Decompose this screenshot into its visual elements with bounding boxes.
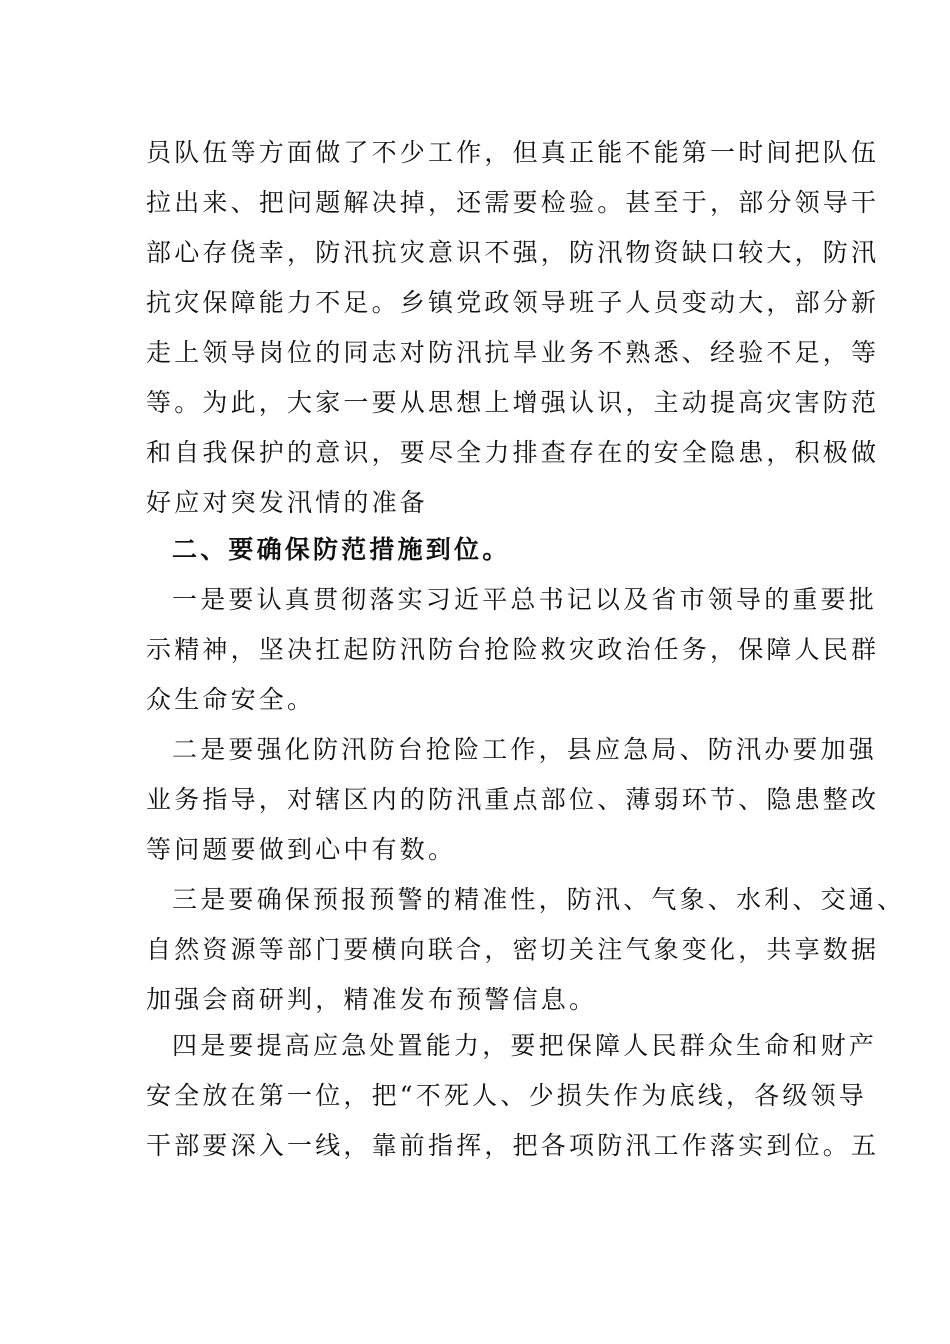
text-line: 好应对突发汛情的准备	[146, 488, 429, 517]
text-line: 安全放在第一位，把“不死人、少损失作为底线，各级领导	[146, 1081, 867, 1110]
heading-line: 二、要确保防范措施到位。	[172, 535, 511, 564]
paragraph-item-4	[146, 1021, 880, 1171]
text-line: 四是要提高应急处置能力，要把保障人民群众生命和财产	[172, 1031, 878, 1060]
text-line: 一是要认真贯彻落实习近平总书记以及省市领导的重要批	[172, 585, 878, 614]
text-line: 部心存侥幸，防汛抗灾意识不强，防汛物资缺口较大，防汛	[146, 238, 880, 267]
paragraph-continuation	[146, 128, 880, 528]
text-line: 自然资源等部门要横向联合，密切关注气象变化，共享数据	[146, 935, 880, 964]
text-line: 干部要深入一线，靠前指挥，把各项防汛工作落实到位。五	[146, 1131, 880, 1160]
text-line: 和自我保护的意识，要尽全力排查存在的安全隐患，积极做	[146, 438, 880, 467]
paragraph-item-2	[146, 725, 880, 875]
text-line: 走上领导岗位的同志对防汛抗旱业务不熟悉、经验不足，等	[146, 338, 880, 367]
paragraph-item-3	[146, 875, 906, 1025]
text-line: 等问题要做到心中有数。	[146, 835, 457, 864]
section-heading	[172, 525, 852, 575]
paragraph-item-1	[146, 575, 880, 725]
text-line: 三是要确保预报预警的精准性，防汛、气象、水利、交通、	[172, 885, 906, 914]
text-line: 众生命安全。	[146, 685, 316, 714]
text-line: 拉出来、把问题解决掉，还需要检验。甚至于，部分领导干	[146, 188, 880, 217]
text-line: 抗灾保障能力不足。乡镇党政领导班子人员变动大，部分新	[146, 288, 880, 317]
text-line: 示精神，坚决扛起防汛防台抢险救灾政治任务，保障人民群	[146, 635, 880, 664]
text-line: 二是要强化防汛防台抢险工作，县应急局、防汛办要加强	[172, 735, 878, 764]
text-line: 加强会商研判，精准发布预警信息。	[146, 985, 598, 1014]
text-line: 业务指导，对辖区内的防汛重点部位、薄弱环节、隐患整改	[146, 785, 880, 814]
text-line: 等。为此，大家一要从思想上增强认识，主动提高灾害防范	[146, 388, 880, 417]
text-line: 员队伍等方面做了不少工作，但真正能不能第一时间把队伍	[146, 138, 880, 167]
